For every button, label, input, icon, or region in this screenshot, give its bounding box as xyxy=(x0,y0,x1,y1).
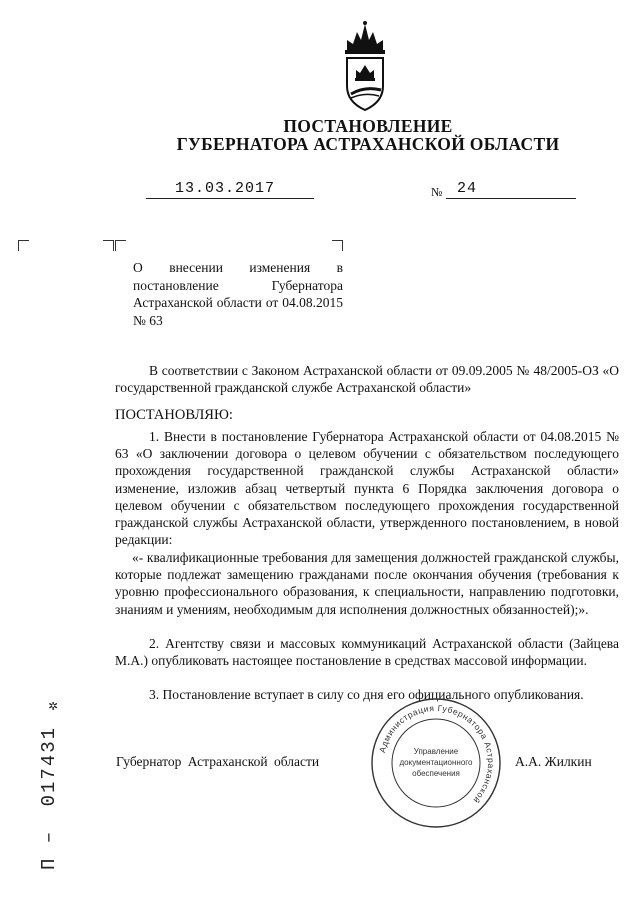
coat-of-arms-emblem xyxy=(339,20,391,112)
corner-mark xyxy=(18,240,29,251)
corner-mark xyxy=(103,240,114,251)
signatory-position: Губернатор Астраханской области xyxy=(116,754,320,769)
document-subject: О внесении изменения в постановление Губернатора Астраханской области от 04.08.2015 № 63 xyxy=(133,260,343,328)
document-type-title: ПОСТАНОВЛЕНИЕ xyxy=(283,116,453,136)
stamp-center-line: обеспечения xyxy=(412,769,460,778)
quoted-text-paragraph: «- квалификационные требования для замещения должностей гражданской службы, которые подлежат замещению гражданами после окончания обучения (требования к уровню профессионального образования, к специальности, направлению подготовки, знаниям и умениям, необходимым для исполнения должностных обязанностей);». xyxy=(115,550,619,617)
decree-word: ПОСТАНОВЛЯЮ: xyxy=(115,407,233,423)
stamp-ring-text: Администрация Губернатора Астраханской xyxy=(377,702,497,806)
corner-mark xyxy=(332,240,343,251)
preamble-paragraph: В соответствии с Законом Астраханской области от 09.09.2005 № 48/2005-ОЗ «О государственной гражданской службе Астраханской области» xyxy=(115,363,619,396)
margin-serial-number xyxy=(6,702,66,872)
svg-text:П – 017431 xyxy=(38,726,60,870)
signatory-name: А.А. Жилкин xyxy=(515,754,592,769)
serial-number: 017431 xyxy=(38,725,60,807)
item-1-paragraph: 1. Внести в постановление Губернатора Астраханской области от 04.08.2015 № 63 «О заключении договора о целевом обучении с обязательством последующего прохождения государственной гражданской службы Астраханской области» изменение, изложив абзац четвертый пункта 6 Порядка заключения договора о целевом обучении с обязательством последующего прохождения государственной гражданской службы Астраханской области, утвержденного постановлением, в новой редакции: xyxy=(115,429,619,548)
number-underline xyxy=(446,198,576,199)
item-2-paragraph: 2. Агентству связи и массовых коммуникаций Астраханской области (Зайцева М.А.) опубликовать настоящее постановление в средствах массовой информации. xyxy=(115,636,619,669)
number-label: № xyxy=(431,185,443,199)
official-stamp xyxy=(369,696,503,830)
corner-mark xyxy=(115,240,126,251)
stamp-center-line: Управление xyxy=(413,747,459,756)
document-number: 24 xyxy=(457,180,478,197)
asterisk-icon: ✲ xyxy=(48,702,59,713)
stamp-center-line: документационного xyxy=(399,758,473,767)
issuing-authority-title: ГУБЕРНАТОРА АСТРАХАНСКОЙ ОБЛАСТИ xyxy=(176,134,560,154)
item-3-paragraph: 3. Постановление вступает в силу со дня его официального опубликования. xyxy=(149,687,584,702)
document-date: 13.03.2017 xyxy=(175,180,276,197)
date-underline xyxy=(146,198,314,199)
serial-prefix: П – xyxy=(38,829,60,870)
